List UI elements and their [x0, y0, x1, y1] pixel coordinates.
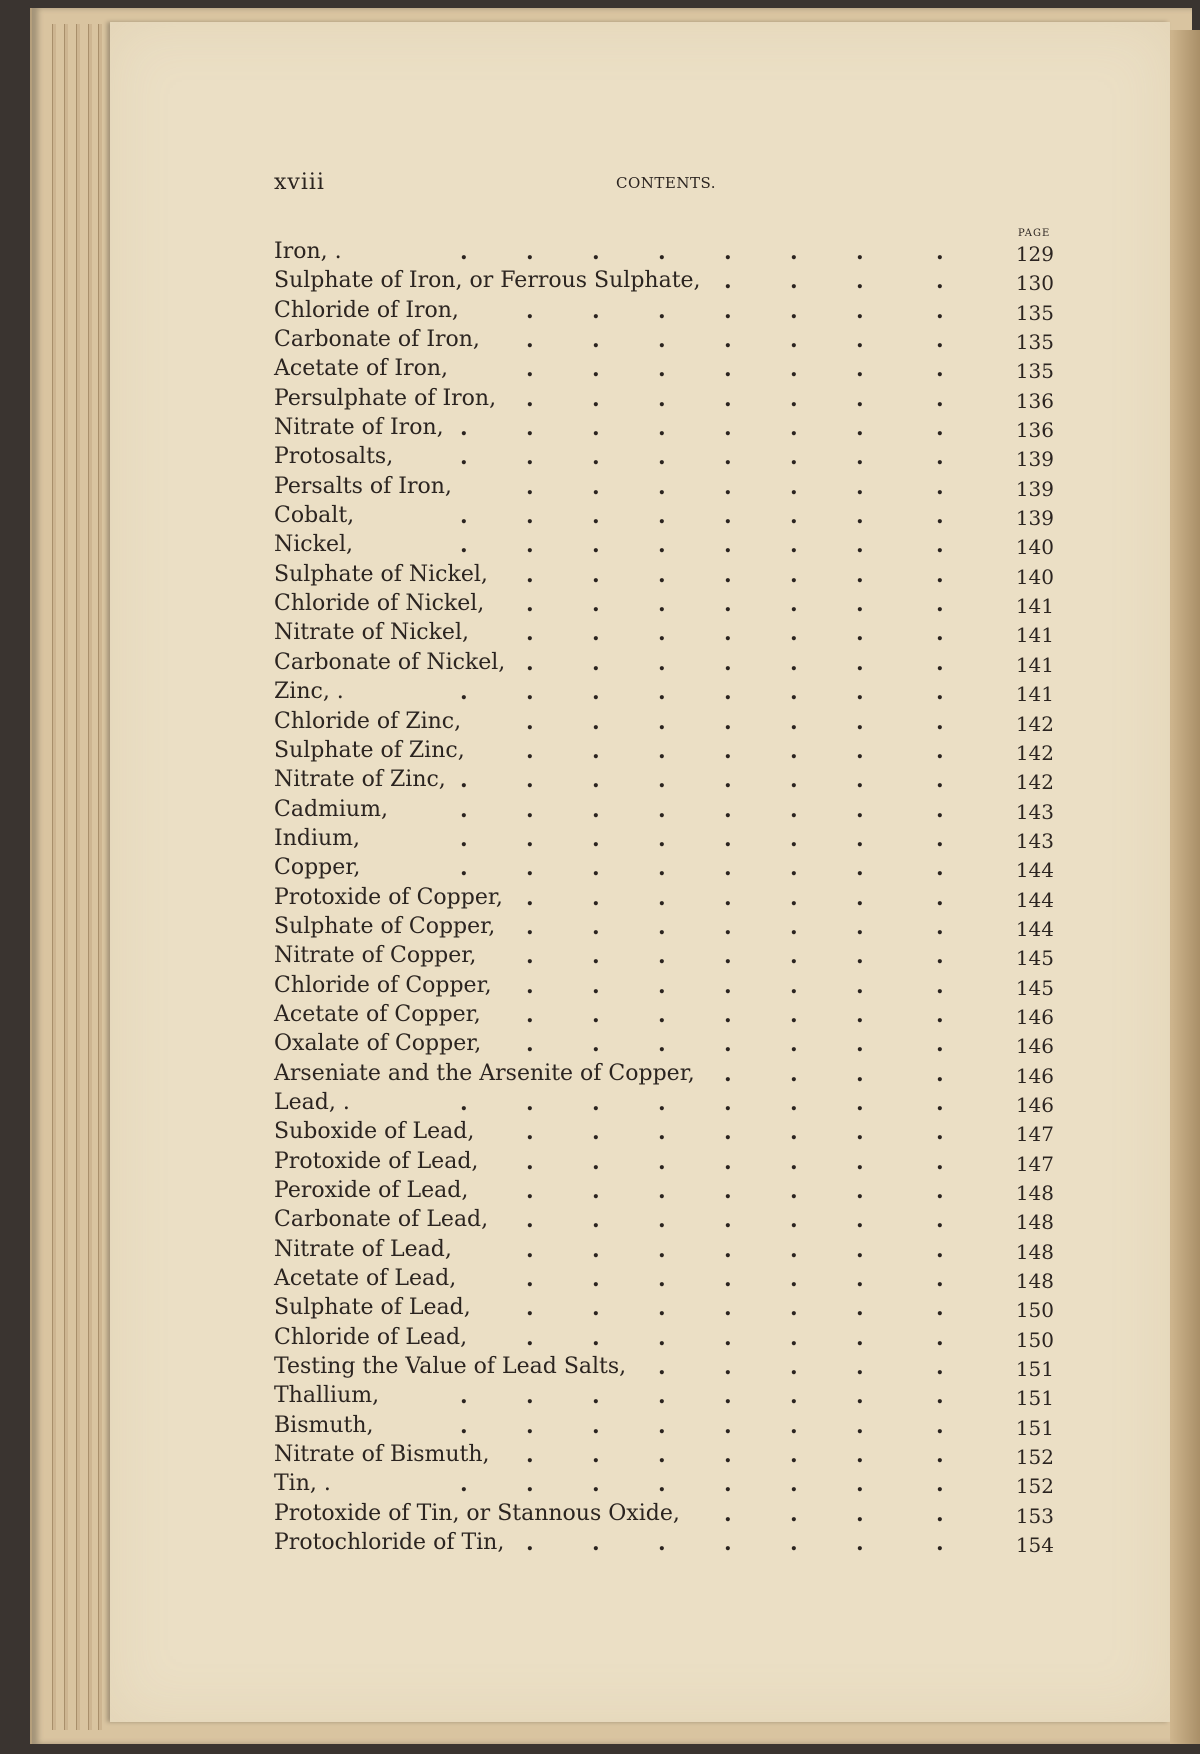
entry-page-number: 147 [1015, 1122, 1054, 1147]
dot-leader: . . . . . . . . [460, 415, 944, 442]
dot-leader: . . . . . . . [526, 1119, 944, 1146]
entry-title: Nitrate of Lead, [274, 1236, 452, 1262]
page-column-label: PAGE [1018, 228, 1051, 239]
entry-title: Protoxide of Tin, or Stannous Oxide, [274, 1500, 680, 1526]
dot-leader: . . . . . . . [526, 620, 944, 647]
page-edge [52, 24, 56, 1730]
dot-leader: . . . . . . . . [460, 239, 944, 265]
entry-page-number: 135 [1015, 330, 1054, 355]
page-edge [98, 24, 102, 1730]
entry-page-number: 142 [1015, 770, 1054, 795]
entry-page-number: 154 [1015, 1533, 1054, 1558]
dot-leader: . . . . . . . . [460, 1471, 944, 1498]
contents-entry [274, 1001, 1054, 1030]
dot-leader: . . . . . . . [526, 385, 944, 412]
entry-title: Chloride of Iron, [274, 297, 459, 323]
entry-page-number: 146 [1015, 1004, 1054, 1029]
entry-page-number: 148 [1015, 1210, 1054, 1235]
entry-title: Chloride of Copper, [274, 972, 492, 998]
entry-page-number: 135 [1015, 359, 1054, 384]
entry-page-number: 139 [1015, 506, 1054, 531]
contents-entry [274, 884, 1054, 913]
entry-page-number: 148 [1015, 1269, 1054, 1294]
entry-title: Nitrate of Iron, [274, 415, 444, 441]
contents-entry [274, 590, 1054, 619]
dot-leader: . . . . . [658, 1354, 944, 1381]
dot-leader: . . . . . . . [526, 708, 944, 735]
entry-page-number: 151 [1015, 1386, 1054, 1411]
entry-page-number: 142 [1015, 711, 1054, 736]
contents-entry [274, 1118, 1054, 1147]
contents-entry [274, 1206, 1054, 1235]
entry-title: Protosalts, [274, 444, 394, 470]
dot-leader: . . . . . . . [526, 943, 944, 970]
entry-page-number: 148 [1015, 1239, 1054, 1264]
entry-title: Bismuth, [274, 1412, 374, 1438]
contents-entry [274, 1089, 1054, 1118]
page-folio: xviii [274, 170, 325, 195]
page-edge [76, 24, 80, 1730]
dot-leader: . . . . . . . [526, 649, 944, 676]
dot-leader: . . . . . . . . [460, 1089, 944, 1116]
entry-page-number: 145 [1015, 946, 1054, 971]
entry-page-number: 150 [1015, 1298, 1054, 1323]
entry-title: Arseniate and the Arsenite of Copper, [274, 1060, 695, 1086]
entry-title: Acetate of Iron, [274, 356, 449, 382]
dot-leader: . . . . . . . . [460, 532, 944, 559]
entry-title: Peroxide of Lead, [274, 1178, 469, 1203]
contents-entry [274, 502, 1054, 531]
entry-page-number: 144 [1015, 916, 1054, 941]
contents-entry [274, 561, 1054, 590]
contents-entry [274, 619, 1054, 648]
contents-entry [274, 1060, 1054, 1089]
entry-page-number: 146 [1015, 1034, 1054, 1059]
contents-entry [274, 1030, 1054, 1059]
entry-title: Copper, [274, 855, 361, 881]
entry-page-number: 144 [1015, 858, 1054, 883]
entry-title: Testing the Value of Lead Salts, [274, 1354, 627, 1380]
dot-leader: . . . . [724, 1500, 944, 1527]
contents-entry [274, 531, 1054, 560]
entry-page-number: 135 [1015, 300, 1054, 325]
dot-leader: . . . . . . . . [460, 825, 944, 852]
entry-page-number: 139 [1015, 476, 1054, 501]
entry-title: Iron, . [274, 239, 342, 264]
dot-leader: . . . . . . . [526, 1207, 944, 1234]
entry-title: Nitrate of Nickel, [274, 620, 469, 646]
entry-title: Nitrate of Zinc, [274, 767, 446, 793]
entry-title: Cobalt, [274, 503, 355, 529]
binding-edge [1170, 30, 1200, 1744]
entry-title: Acetate of Copper, [274, 1001, 481, 1027]
page-title: CONTENTS. [616, 174, 716, 192]
contents-entry [274, 267, 1054, 296]
contents-entry [274, 1412, 1054, 1441]
contents-entry [274, 414, 1054, 443]
entry-title: Acetate of Lead, [274, 1266, 457, 1292]
entry-page-number: 146 [1015, 1063, 1054, 1088]
entry-page-number: 136 [1015, 388, 1054, 413]
contents-entry [274, 355, 1054, 384]
entry-page-number: 140 [1015, 535, 1054, 560]
dot-leader: . . . . . . . . [460, 503, 944, 530]
contents-entry [274, 1265, 1054, 1294]
contents-entry [274, 825, 1054, 854]
entry-page-number: 130 [1015, 271, 1054, 296]
entry-title: Indium, [274, 825, 361, 851]
entry-page-number: 145 [1015, 975, 1054, 1000]
contents-list [274, 238, 1054, 1558]
dot-leader: . . . . . . . . [460, 1412, 944, 1439]
entry-title: Persalts of Iron, [274, 473, 452, 499]
entry-page-number: 143 [1015, 799, 1054, 824]
contents-entry [274, 1353, 1054, 1382]
contents-entry [274, 443, 1054, 472]
entry-page-number: 152 [1015, 1474, 1054, 1499]
contents-entry [274, 1177, 1054, 1206]
contents-entry [274, 1529, 1054, 1558]
entry-title: Carbonate of Iron, [274, 327, 480, 353]
dot-leader: . . . . . . . [526, 473, 944, 500]
contents-entry [274, 649, 1054, 678]
dot-leader: . . . . . . . [526, 1148, 944, 1175]
contents-entry [274, 1148, 1054, 1177]
dot-leader: . . . . . . . [526, 1530, 944, 1557]
entry-title: Carbonate of Lead, [274, 1207, 489, 1233]
dot-leader: . . . . . . . [526, 737, 944, 764]
entry-title: Suboxide of Lead, [274, 1119, 475, 1145]
dot-leader: . . . . . . . [526, 1031, 944, 1058]
entry-title: Sulphate of Nickel, [274, 561, 488, 587]
entry-title: Protochloride of Tin, [274, 1530, 505, 1556]
running-head [274, 170, 1064, 200]
contents-entry [274, 913, 1054, 942]
entry-page-number: 153 [1015, 1503, 1054, 1528]
entry-title: Chloride of Zinc, [274, 708, 462, 734]
dot-leader: . . . . . . . . [460, 796, 944, 823]
entry-title: Protoxide of Copper, [274, 884, 503, 910]
contents-entry [274, 1470, 1054, 1499]
dot-leader: . . . . . . . . [460, 1383, 944, 1410]
contents-entry [274, 385, 1054, 414]
dot-leader: . . . . . . . [526, 1442, 944, 1469]
entry-title: Thallium, [274, 1383, 380, 1409]
contents-entry [274, 708, 1054, 737]
dot-leader: . . . . . . . [526, 1178, 944, 1204]
dot-leader: . . . . . . . . [460, 444, 944, 471]
entry-page-number: 151 [1015, 1357, 1054, 1382]
contents-entry [274, 1441, 1054, 1470]
page-edge [64, 24, 68, 1730]
entry-page-number: 144 [1015, 887, 1054, 912]
dot-leader: . . . . . . . [526, 1266, 944, 1293]
dot-leader: . . . . . . . [526, 1001, 944, 1028]
entry-page-number: 151 [1015, 1415, 1054, 1440]
dot-leader: . . . . . . . [526, 591, 944, 618]
entry-title: Protoxide of Lead, [274, 1148, 479, 1174]
dot-leader: . . . . . . . [526, 297, 944, 324]
entry-page-number: 129 [1015, 242, 1054, 266]
contents-entry [274, 238, 1054, 267]
contents-entry [274, 1236, 1054, 1265]
contents-entry [274, 678, 1054, 707]
entry-page-number: 142 [1015, 740, 1054, 765]
entry-title: Nitrate of Bismuth, [274, 1442, 490, 1468]
dot-leader: . . . . . . . [526, 972, 944, 999]
entry-title: Chloride of Nickel, [274, 591, 485, 617]
dot-leader: . . . . . . . . [460, 767, 944, 794]
entry-page-number: 141 [1015, 623, 1054, 648]
contents-entry [274, 766, 1054, 795]
contents-entry [274, 1382, 1054, 1411]
dot-leader: . . . . . . . [526, 327, 944, 354]
entry-title: Chloride of Lead, [274, 1324, 468, 1350]
entry-title: Sulphate of Lead, [274, 1295, 471, 1321]
entry-page-number: 148 [1015, 1181, 1054, 1205]
entry-title: Persulphate of Iron, [274, 385, 497, 411]
dot-leader: . . . . . . . [526, 1324, 944, 1351]
dot-leader: . . . . [724, 1060, 944, 1087]
contents-entry [274, 1294, 1054, 1323]
dot-leader: . . . . [724, 268, 944, 295]
entry-title: Carbonate of Nickel, [274, 649, 506, 675]
contents-entry [274, 1324, 1054, 1353]
entry-title: Sulphate of Iron, or Ferrous Sulphate, [274, 268, 701, 294]
entry-page-number: 147 [1015, 1151, 1054, 1176]
dot-leader: . . . . . . . [526, 356, 944, 383]
entry-page-number: 152 [1015, 1445, 1054, 1470]
contents-entry [274, 1500, 1054, 1529]
contents-entry [274, 297, 1054, 326]
contents-entry [274, 326, 1054, 355]
contents-entry [274, 942, 1054, 971]
contents-entry [274, 737, 1054, 766]
dot-leader: . . . . . . . . [460, 855, 944, 882]
dot-leader: . . . . . . . [526, 913, 944, 940]
entry-title: Nickel, [274, 532, 353, 558]
entry-page-number: 139 [1015, 447, 1054, 472]
entry-page-number: 140 [1015, 564, 1054, 589]
entry-page-number: 141 [1015, 652, 1054, 677]
entry-title: Nitrate of Copper, [274, 943, 477, 969]
contents-entry [274, 796, 1054, 825]
entry-title: Zinc, . [274, 679, 344, 705]
dot-leader: . . . . . . . . [460, 679, 944, 706]
contents-entry [274, 473, 1054, 502]
entry-title: Tin, . [274, 1471, 331, 1497]
entry-page-number: 141 [1015, 594, 1054, 619]
entry-page-number: 141 [1015, 682, 1054, 707]
contents-entry [274, 854, 1054, 883]
entry-title: Lead, . [274, 1089, 350, 1115]
entry-title: Cadmium, [274, 796, 388, 822]
entry-title: Sulphate of Zinc, [274, 737, 465, 763]
entry-page-number: 136 [1015, 418, 1054, 443]
entry-page-number: 150 [1015, 1327, 1054, 1352]
page-edge [88, 24, 92, 1730]
dot-leader: . . . . . . . [526, 561, 944, 588]
dot-leader: . . . . . . . [526, 884, 944, 911]
contents-entry [274, 972, 1054, 1001]
entry-page-number: 143 [1015, 828, 1054, 853]
entry-title: Oxalate of Copper, [274, 1031, 482, 1057]
dot-leader: . . . . . . . [526, 1295, 944, 1322]
entry-title: Sulphate of Copper, [274, 913, 496, 939]
dot-leader: . . . . . . . [526, 1236, 944, 1263]
entry-page-number: 146 [1015, 1092, 1054, 1117]
